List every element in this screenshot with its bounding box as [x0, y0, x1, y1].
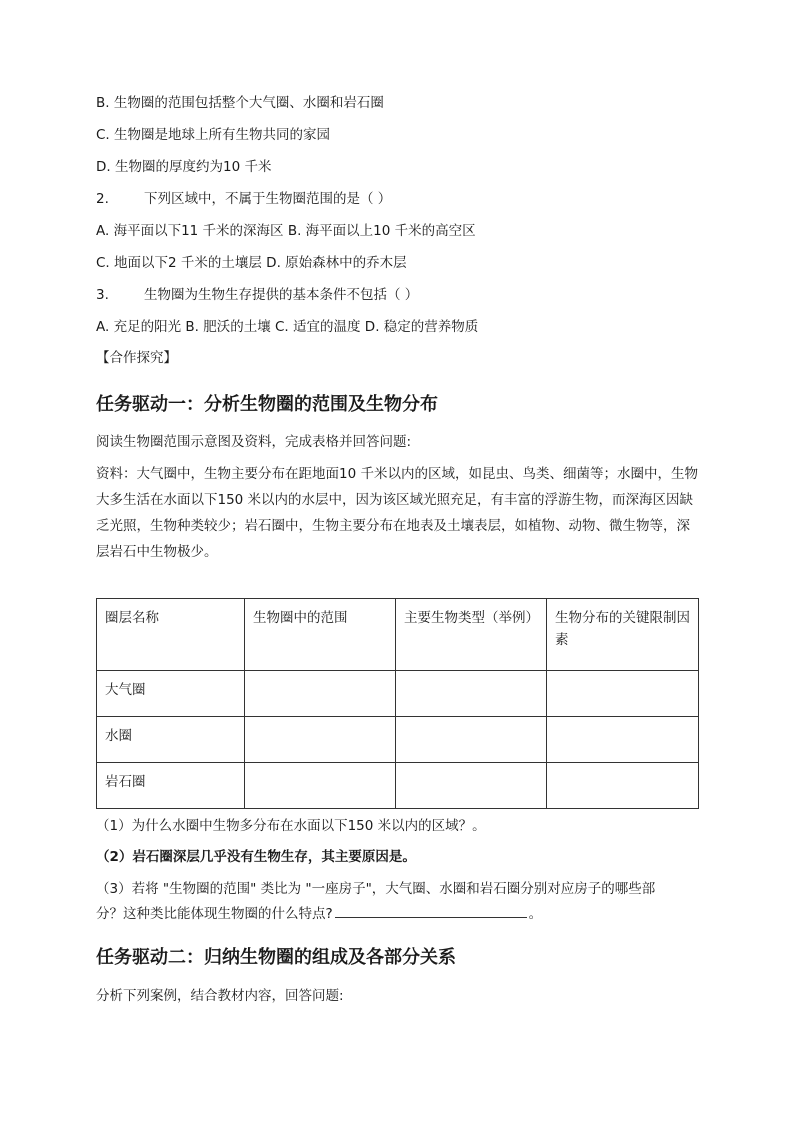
question-2-text: 下列区域中，不属于生物圈范围的是（ ）	[144, 191, 392, 207]
question-3-number: 3.	[96, 287, 109, 303]
task1-title: 任务驱动一：分析生物圈的范围及生物分布	[96, 394, 438, 415]
task1-question-3-line1: （3）若将 "生物圈的范围" 类比为 "一座房子"，大气圈、水圈和岩石圈分别对应房子的哪些部	[96, 881, 656, 897]
task1-question-2: （2）岩石圈深层几乎没有生物生存，其主要原因是。	[96, 849, 416, 865]
answer-blank[interactable]	[335, 903, 527, 918]
q2-options-cd: C. 地面以下2 千米的土壤层 D. 原始森林中的乔木层	[96, 255, 407, 271]
header-layer-name: 圈层名称	[97, 599, 245, 671]
answer-cell[interactable]	[547, 717, 699, 763]
header-limiting-factors: 生物分布的关键限制因素	[547, 599, 699, 671]
question-3-text: 生物圈为生物生存提供的基本条件不包括（ ）	[144, 287, 419, 303]
answer-cell[interactable]	[396, 763, 547, 809]
task1-material: 资料：大气圈中，生物主要分布在距地面10 千米以内的区域，如昆虫、鸟类、细菌等；水圈中，生物大多生活在水面以下150 米以内的水层中，因为该区域光照充足，有丰富的浮游生物，而深海区因缺乏光照，生物种类较少；岩石圈中，生物主要分布在地表及土壤表层，如植物、动物、微生物等，深层岩石中生物极少。	[96, 466, 698, 560]
answer-cell[interactable]	[245, 671, 396, 717]
section-label: 【合作探究】	[96, 350, 177, 366]
q3-options: A. 充足的阳光 B. 肥沃的土壤 C. 适宜的温度 D. 稳定的营养物质	[96, 319, 479, 335]
row-label-lithosphere: 岩石圈	[97, 763, 245, 809]
answer-cell[interactable]	[245, 717, 396, 763]
answer-cell[interactable]	[547, 763, 699, 809]
task1-question-1: （1）为什么水圈中生物多分布在水面以下150 米以内的区域？。	[96, 818, 486, 834]
row-label-hydrosphere: 水圈	[97, 717, 245, 763]
question-2-number: 2.	[96, 191, 109, 207]
q1-option-d: D. 生物圈的厚度约为10 千米	[96, 159, 272, 175]
table-row	[97, 717, 699, 763]
row-label-atmosphere: 大气圈	[97, 671, 245, 717]
question-2	[96, 189, 391, 209]
answer-cell[interactable]	[245, 763, 396, 809]
table-header-row	[97, 599, 699, 671]
question-3	[96, 285, 418, 305]
task2-intro: 分析下列案例，结合教材内容，回答问题:	[96, 988, 344, 1004]
task1-intro: 阅读生物圈范围示意图及资料，完成表格并回答问题:	[96, 434, 412, 450]
distribution-table	[96, 598, 699, 809]
q2-options-ab: A. 海平面以下11 千米的深海区 B. 海平面以上10 千米的高空区	[96, 223, 476, 239]
table-row	[97, 671, 699, 717]
q1-option-b: B. 生物圈的范围包括整个大气圈、水圈和岩石圈	[96, 95, 384, 111]
q1-option-c: C. 生物圈是地球上所有生物共同的家园	[96, 127, 331, 143]
task1-question-3-line2	[96, 903, 542, 924]
answer-cell[interactable]	[547, 671, 699, 717]
answer-cell[interactable]	[396, 717, 547, 763]
header-range: 生物圈中的范围	[245, 599, 396, 671]
task2-title: 任务驱动二：归纳生物圈的组成及各部分关系	[96, 947, 456, 968]
task1-question-3-text: 分？这种类比能体现生物圈的什么特点?	[96, 906, 333, 922]
answer-cell[interactable]	[396, 671, 547, 717]
header-organism-types: 主要生物类型（举例）	[396, 599, 547, 671]
task1-question-3-end: 。	[528, 906, 543, 922]
table-row	[97, 763, 699, 809]
